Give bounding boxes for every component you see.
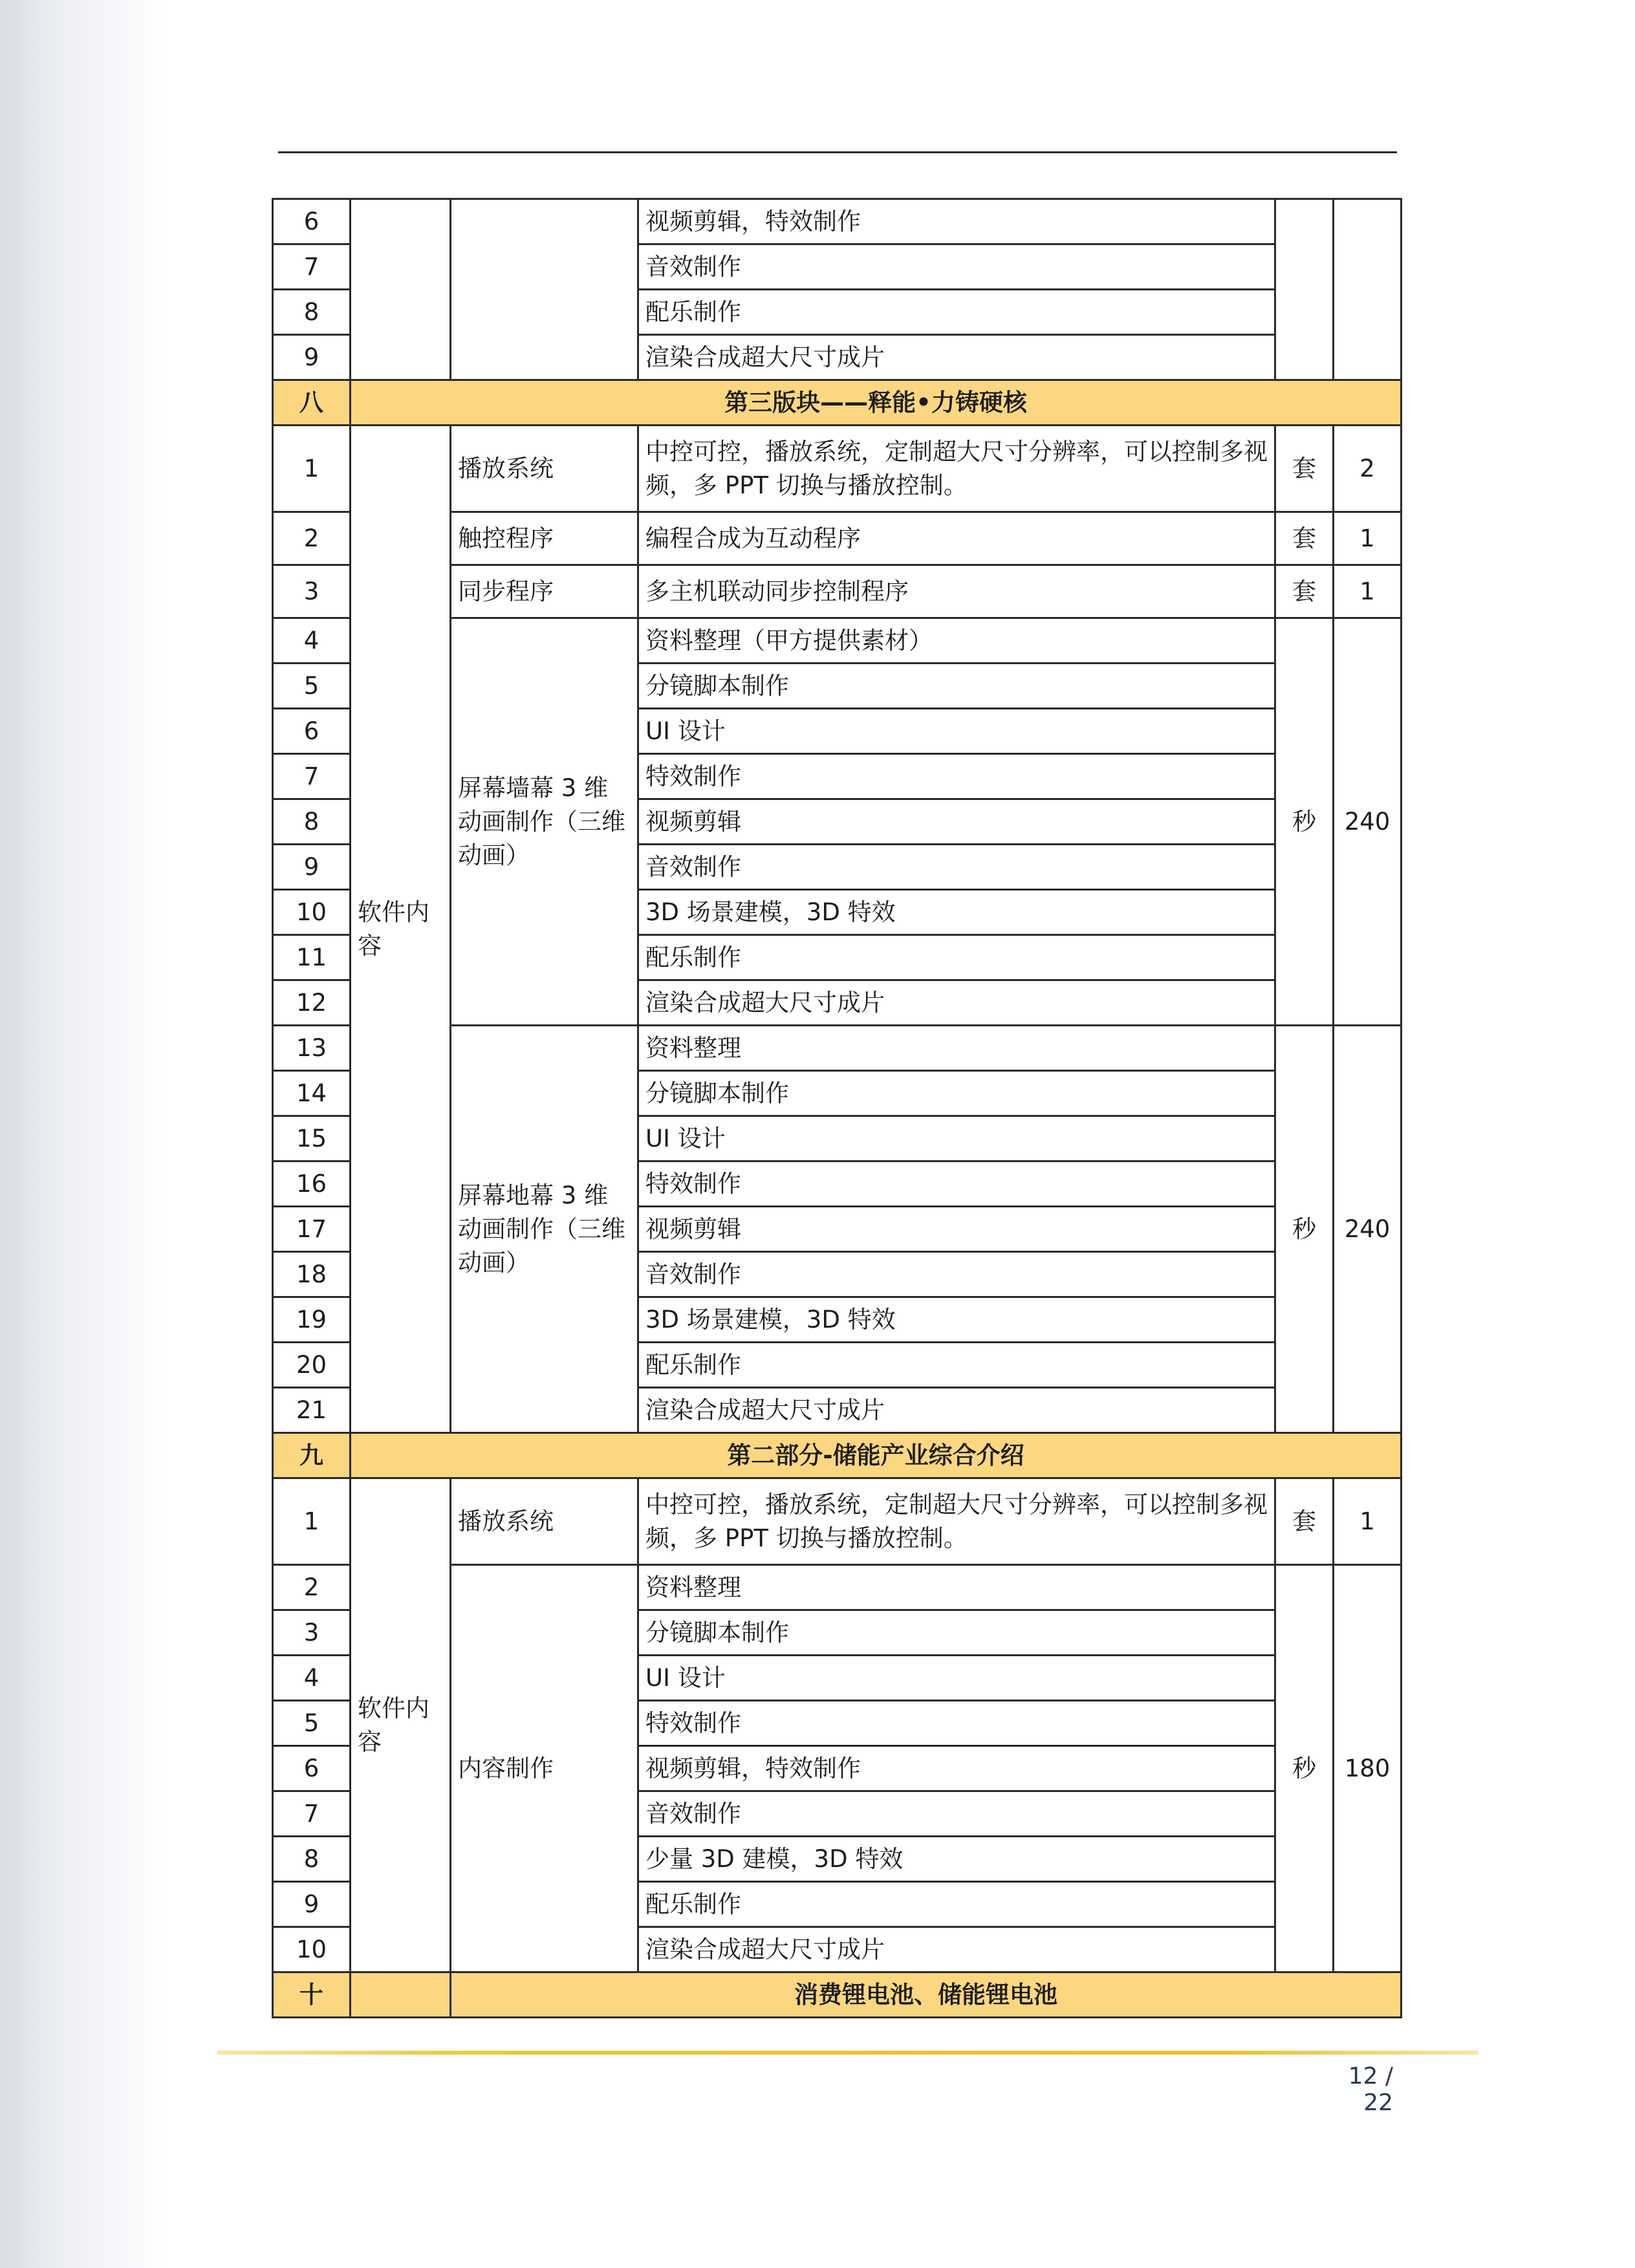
row-number: 12 — [273, 980, 351, 1026]
row-number: 5 — [273, 1701, 351, 1746]
section-header-row — [273, 380, 1402, 426]
row-number: 4 — [273, 1656, 351, 1701]
task-cell: 渲染合成超大尺寸成片 — [638, 1927, 1275, 1972]
section-number: 九 — [273, 1433, 351, 1478]
unit-cell: 秒 — [1275, 1565, 1334, 1972]
module-cell: 播放系统 — [451, 1478, 638, 1565]
row-number: 15 — [273, 1116, 351, 1161]
row-number: 11 — [273, 935, 351, 980]
section-number: 十 — [273, 1972, 351, 2018]
page-number: 12 / 22 — [1348, 2063, 1393, 2116]
row-number: 7 — [273, 244, 351, 290]
task-cell: 分镜脚本制作 — [638, 1071, 1275, 1116]
row-number: 8 — [273, 799, 351, 845]
task-cell: 配乐制作 — [638, 1343, 1275, 1388]
task-cell: 渲染合成超大尺寸成片 — [638, 980, 1275, 1026]
unit-cell — [1275, 199, 1334, 380]
module-cell: 触控程序 — [451, 512, 638, 565]
row-number: 3 — [273, 565, 351, 618]
task-cell: 3D 场景建模，3D 特效 — [638, 1297, 1275, 1343]
row-number: 6 — [273, 199, 351, 244]
row-number: 21 — [273, 1388, 351, 1433]
task-cell: 音效制作 — [638, 1791, 1275, 1837]
task-cell: 资料整理（甲方提供素材） — [638, 618, 1275, 664]
row-number: 6 — [273, 709, 351, 754]
unit-cell: 秒 — [1275, 1026, 1334, 1433]
task-cell: 音效制作 — [638, 244, 1275, 290]
section-title: 第二部分-储能产业综合介绍 — [351, 1433, 1402, 1478]
unit-cell: 秒 — [1275, 618, 1334, 1026]
module-cell: 播放系统 — [451, 426, 638, 512]
task-cell: 资料整理 — [638, 1026, 1275, 1071]
row-number: 13 — [273, 1026, 351, 1071]
task-cell: 配乐制作 — [638, 290, 1275, 335]
row-number: 4 — [273, 618, 351, 664]
task-cell: 中控可控，播放系统，定制超大尺寸分辨率，可以控制多视频，多 PPT 切换与播放控制。 — [638, 426, 1275, 512]
row-number: 9 — [273, 845, 351, 890]
task-cell: 中控可控，播放系统，定制超大尺寸分辨率，可以控制多视频，多 PPT 切换与播放控制。 — [638, 1478, 1275, 1565]
task-cell: 3D 场景建模，3D 特效 — [638, 890, 1275, 935]
row-number: 14 — [273, 1071, 351, 1116]
task-cell: 配乐制作 — [638, 935, 1275, 980]
table-row — [273, 199, 1402, 244]
section-header-row — [273, 1972, 1402, 2018]
row-number: 6 — [273, 1746, 351, 1791]
task-cell: 音效制作 — [638, 1252, 1275, 1297]
row-number: 10 — [273, 1927, 351, 1972]
row-number: 20 — [273, 1343, 351, 1388]
row-number: 3 — [273, 1610, 351, 1656]
row-number: 19 — [273, 1297, 351, 1343]
qty-cell: 1 — [1334, 512, 1402, 565]
task-cell: 资料整理 — [638, 1565, 1275, 1610]
unit-cell: 套 — [1275, 426, 1334, 512]
row-number: 7 — [273, 1791, 351, 1837]
task-cell: 视频剪辑 — [638, 799, 1275, 845]
qty-cell: 240 — [1334, 1026, 1402, 1433]
row-number: 1 — [273, 426, 351, 512]
category-cell — [351, 1972, 451, 2018]
row-number: 9 — [273, 335, 351, 380]
header-rule — [278, 151, 1397, 153]
unit-cell: 套 — [1275, 565, 1334, 618]
work-items-table — [272, 198, 1402, 2018]
module-cell — [451, 199, 638, 380]
section-title: 消费锂电池、储能锂电池 — [451, 1972, 1402, 2018]
category-cell: 软件内容 — [351, 1478, 451, 1972]
task-cell: 分镜脚本制作 — [638, 664, 1275, 709]
qty-cell — [1334, 199, 1402, 380]
footer-rule — [217, 2051, 1478, 2055]
row-number: 7 — [273, 754, 351, 799]
task-cell: 视频剪辑 — [638, 1207, 1275, 1252]
section-number: 八 — [273, 380, 351, 426]
category-cell: 软件内容 — [351, 426, 451, 1433]
row-number: 17 — [273, 1207, 351, 1252]
task-cell: 特效制作 — [638, 1701, 1275, 1746]
qty-cell: 1 — [1334, 1478, 1402, 1565]
section-title: 第三版块——释能•力铸硬核 — [351, 380, 1402, 426]
row-number: 2 — [273, 1565, 351, 1610]
table-row — [273, 426, 1402, 512]
task-cell: 视频剪辑，特效制作 — [638, 1746, 1275, 1791]
task-cell: 渲染合成超大尺寸成片 — [638, 335, 1275, 380]
module-cell: 屏幕地幕 3 维动画制作（三维动画） — [451, 1026, 638, 1433]
unit-cell: 套 — [1275, 1478, 1334, 1565]
row-number: 8 — [273, 1837, 351, 1882]
task-cell: 视频剪辑，特效制作 — [638, 199, 1275, 244]
task-cell: 分镜脚本制作 — [638, 1610, 1275, 1656]
task-cell: 特效制作 — [638, 754, 1275, 799]
row-number: 2 — [273, 512, 351, 565]
unit-cell: 套 — [1275, 512, 1334, 565]
section-header-row — [273, 1433, 1402, 1478]
qty-cell: 180 — [1334, 1565, 1402, 1972]
row-number: 10 — [273, 890, 351, 935]
row-number: 5 — [273, 664, 351, 709]
row-number: 8 — [273, 290, 351, 335]
task-cell: 音效制作 — [638, 845, 1275, 890]
task-cell: UI 设计 — [638, 709, 1275, 754]
task-cell: 多主机联动同步控制程序 — [638, 565, 1275, 618]
task-cell: 编程合成为互动程序 — [638, 512, 1275, 565]
module-cell: 同步程序 — [451, 565, 638, 618]
table-row — [273, 1478, 1402, 1565]
category-cell — [351, 199, 451, 380]
task-cell: 少量 3D 建模，3D 特效 — [638, 1837, 1275, 1882]
row-number: 9 — [273, 1882, 351, 1927]
qty-cell: 1 — [1334, 565, 1402, 618]
task-cell: UI 设计 — [638, 1116, 1275, 1161]
task-cell: UI 设计 — [638, 1656, 1275, 1701]
qty-cell: 240 — [1334, 618, 1402, 1026]
row-number: 1 — [273, 1478, 351, 1565]
module-cell: 屏幕墙幕 3 维动画制作（三维动画） — [451, 618, 638, 1026]
qty-cell: 2 — [1334, 426, 1402, 512]
row-number: 16 — [273, 1161, 351, 1207]
task-cell: 特效制作 — [638, 1161, 1275, 1207]
task-cell: 配乐制作 — [638, 1882, 1275, 1927]
row-number: 18 — [273, 1252, 351, 1297]
module-cell: 内容制作 — [451, 1565, 638, 1972]
task-cell: 渲染合成超大尺寸成片 — [638, 1388, 1275, 1433]
